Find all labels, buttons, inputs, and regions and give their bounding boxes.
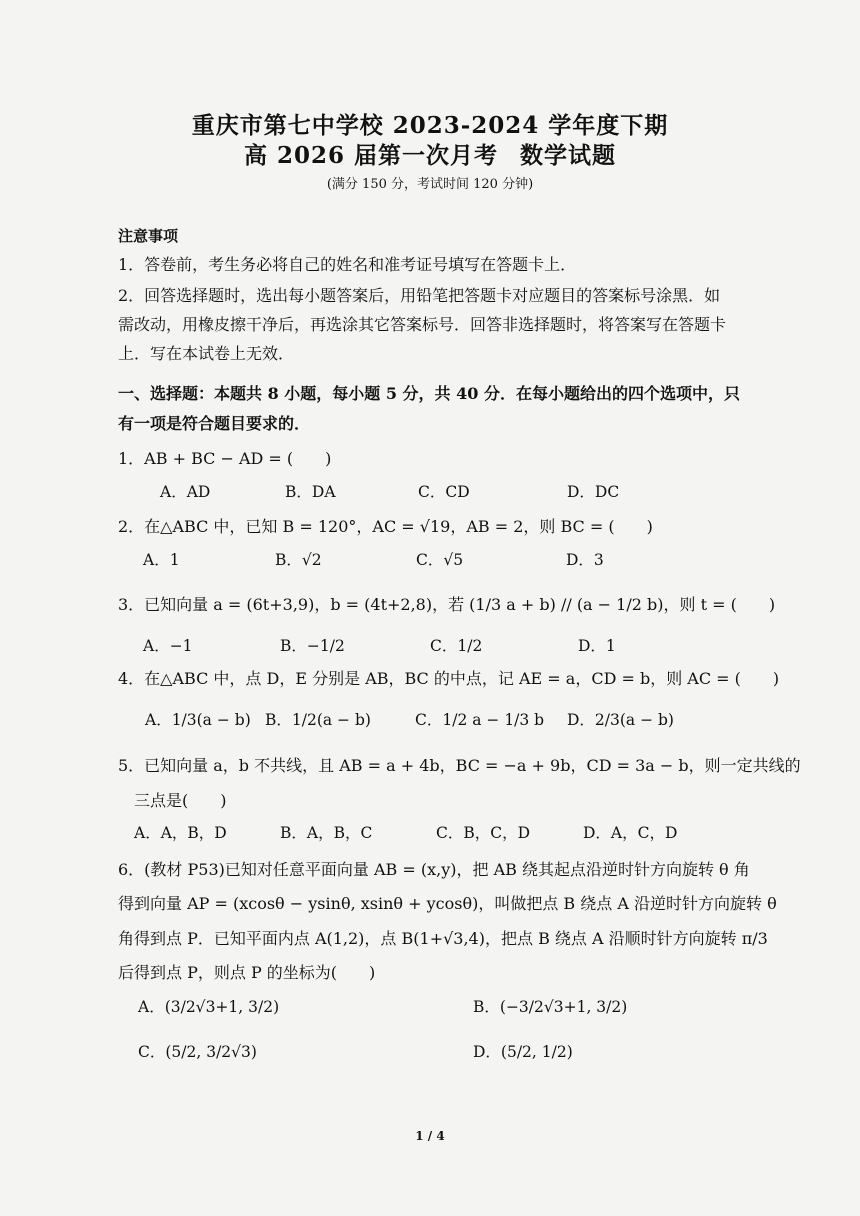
q5-option-c: C．B，C，D bbox=[436, 824, 531, 842]
q2-option-a: A．1 bbox=[143, 551, 180, 569]
question-6-line1: 6．(教材 P53)已知对任意平面向量 AB = (x,y)，把 AB 绕其起点沿逆时针方向旋转 θ 角 bbox=[118, 860, 750, 879]
q2-option-d: D．3 bbox=[566, 551, 604, 569]
q3-option-d: D．1 bbox=[578, 637, 616, 655]
q2-option-c: C．√5 bbox=[416, 551, 464, 569]
q3-option-a: A．−1 bbox=[143, 637, 193, 655]
exam-title-line2 bbox=[0, 137, 860, 170]
question-4: 4．在△ABC 中，点 D，E 分别是 AB，BC 的中点，记 AE = a，CD = b，则 AC = ( ) bbox=[118, 669, 780, 688]
exam-title-grade: 高 2026 届第一次月考 bbox=[243, 142, 499, 169]
note-2-line3: 上．写在本试卷上无效． bbox=[118, 344, 295, 363]
q4-option-d: D．2/3(a − b) bbox=[567, 711, 674, 729]
q6-option-a: A．(3/2√3+1, 3/2) bbox=[138, 998, 280, 1016]
q3-option-c: C．1/2 bbox=[430, 637, 483, 655]
q3-option-b: B．−1/2 bbox=[280, 637, 345, 655]
q1-option-d: D．DC bbox=[567, 483, 620, 501]
question-6-line4: 后得到点 P，则点 P 的坐标为( ) bbox=[118, 963, 376, 982]
exam-subtitle: (满分 150 分，考试时间 120 分钟) bbox=[326, 177, 534, 192]
question-1: 1．AB + BC − AD = ( ) bbox=[118, 449, 332, 468]
q6-option-c: C．(5/2, 3/2√3) bbox=[138, 1043, 257, 1061]
question-5-line2: 三点是( ) bbox=[134, 791, 227, 810]
question-6-line2: 得到向量 AP = (xcosθ − ysinθ, xsinθ + ycosθ)，叫做把点 B 绕点 A 沿逆时针方向旋转 θ bbox=[118, 894, 777, 913]
q2-option-b: B．√2 bbox=[275, 551, 322, 569]
q6-option-d: D．(5/2, 1/2) bbox=[473, 1043, 573, 1061]
question-3: 3．已知向量 a = (6t+3,9)，b = (4t+2,8)，若 (1/3 a + b) // (a − 1/2 b)，则 t = ( ) bbox=[118, 595, 776, 614]
note-1: 1．答卷前，考生务必将自己的姓名和准考证号填写在答题卡上． bbox=[118, 255, 577, 274]
note-2-line2: 需改动，用橡皮擦干净后，再选涂其它答案标号．回答非选择题时，将答案写在答题卡 bbox=[118, 315, 727, 334]
note-2-line1: 2．回答选择题时，选出每小题答案后，用铅笔把答题卡对应题目的答案标号涂黑．如 bbox=[118, 286, 721, 305]
q6-option-b: B．(−3/2√3+1, 3/2) bbox=[473, 998, 628, 1016]
question-6-line3: 角得到点 P．已知平面内点 A(1,2)，点 B(1+√3,4)，把点 B 绕点 A 沿顺时针方向旋转 π/3 bbox=[118, 929, 768, 948]
question-5-line1: 5．已知向量 a，b 不共线，且 AB = a + 4b，BC = −a + 9b，CD = 3a − b，则一定共线的 bbox=[118, 756, 801, 775]
q1-option-c: C．CD bbox=[418, 483, 470, 501]
q5-option-b: B．A，B，C bbox=[280, 824, 373, 842]
notes-heading: 注意事项 bbox=[118, 227, 179, 245]
q4-option-b: B．1/2(a − b) bbox=[265, 711, 371, 729]
section1-heading-line2: 有一项是符合题目要求的． bbox=[118, 414, 311, 433]
exam-title-subject: 数学试题 bbox=[520, 142, 617, 169]
exam-title-line1: 重庆市第七中学校 2023-2024 学年度下期 bbox=[191, 112, 669, 139]
q4-option-a: A．1/3(a − b) bbox=[145, 711, 251, 729]
q5-option-d: D．A，C，D bbox=[583, 824, 678, 842]
page-number: 1 / 4 bbox=[415, 1129, 445, 1143]
question-2: 2．在△ABC 中，已知 B = 120°，AC = √19，AB = 2，则 BC = ( ) bbox=[118, 517, 653, 536]
q1-option-a: A．AD bbox=[160, 483, 211, 501]
q1-option-b: B．DA bbox=[285, 483, 336, 501]
q4-option-c: C．1/2 a − 1/3 b bbox=[415, 711, 545, 729]
section1-heading-line1: 一、选择题：本题共 8 小题，每小题 5 分，共 40 分．在每小题给出的四个选项中，只 bbox=[118, 384, 740, 403]
q5-option-a: A．A，B，D bbox=[134, 824, 227, 842]
